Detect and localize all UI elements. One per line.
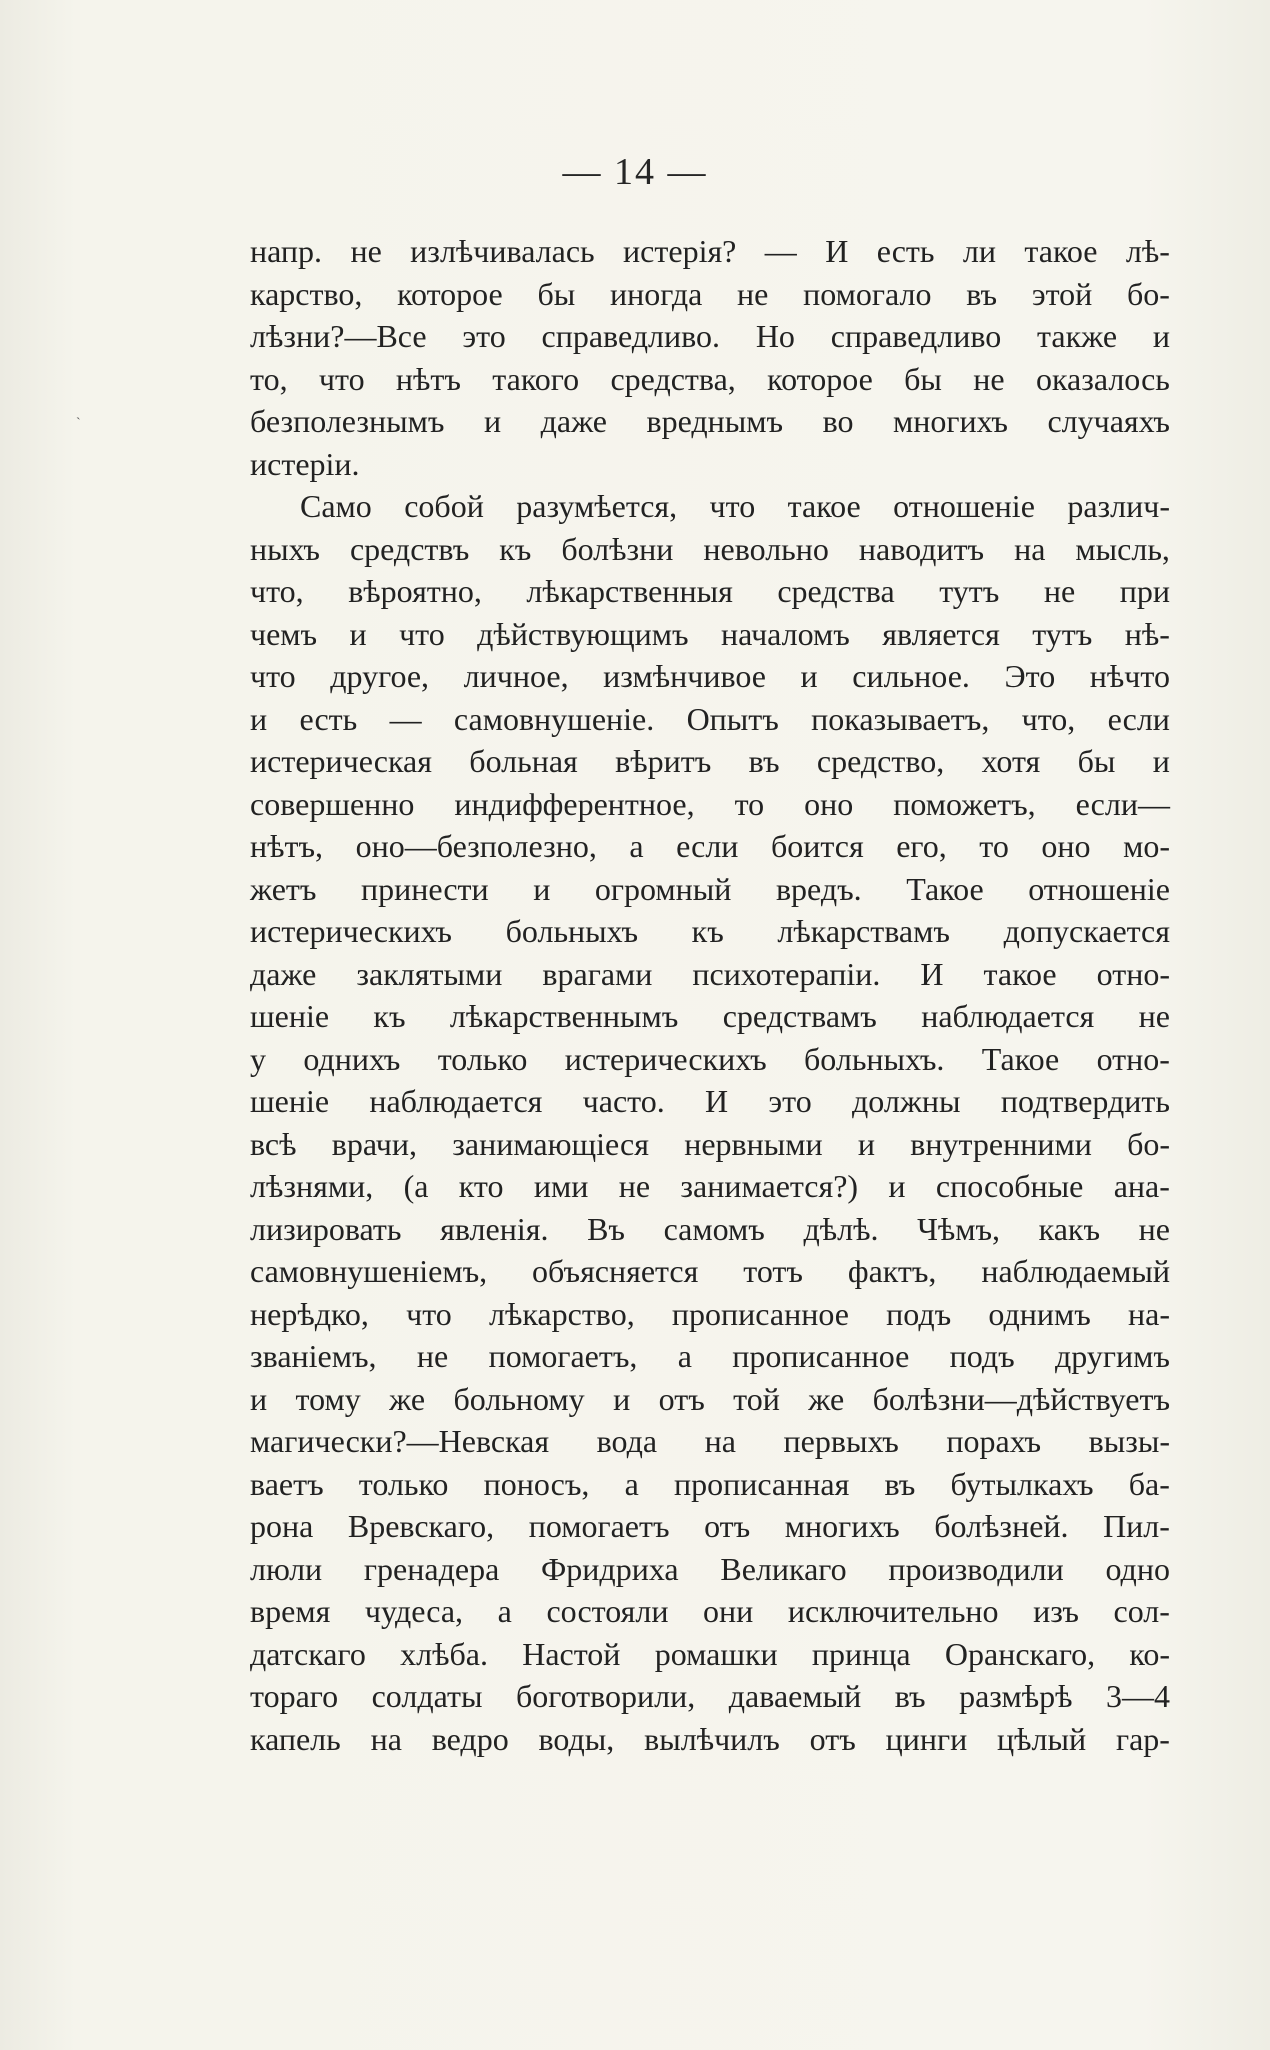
text-line: даже заклятыми врагами психотерапіи. И такое отно- <box>250 955 1170 992</box>
text-line: нѣтъ, оно—безполезно, а если боится его, то оно мо- <box>250 828 1170 864</box>
text-line: нерѣдко, что лѣкарство, прописанное подъ однимъ на- <box>250 1295 1170 1332</box>
text-line: что, вѣроятно, лѣкарственныя средства тутъ не при <box>250 573 1170 609</box>
text-line: датскаго хлѣба. Настой ромашки принца Оранскаго, ко- <box>250 1635 1170 1672</box>
text-line: шеніе къ лѣкарственнымъ средствамъ наблюдается не <box>250 998 1170 1034</box>
text-line: у однихъ только истерическихъ больныхъ. Такое отно- <box>250 1040 1170 1077</box>
text-line: что другое, личное, измѣнчивое и сильное. Это нѣчто <box>250 658 1170 694</box>
text-line: совершенно индифферентное, то оно поможетъ, если— <box>250 785 1170 822</box>
text-line: безполезнымъ и даже вреднымъ во многихъ случаяхъ <box>250 403 1170 439</box>
text-line: лѣзни?—Все это справедливо. Но справедливо также и <box>250 318 1170 354</box>
text-line: истеріи. <box>250 445 360 482</box>
text-line: напр. не излѣчивалась истерія? — И есть ли такое лѣ- <box>250 233 1170 269</box>
text-line: и есть — самовнушеніе. Опытъ показываетъ, что, если <box>250 700 1170 737</box>
text-line: самовнушеніемъ, объясняется тотъ фактъ, наблюдаемый <box>250 1253 1170 1289</box>
text-line: рона Вревскаго, помогаетъ отъ многихъ болѣзней. Пил- <box>250 1508 1170 1544</box>
text-line: время чудеса, а состояли они исключительно изъ сол- <box>250 1593 1170 1629</box>
text-line: лѣзнями, (а кто ими не занимается?) и способные ана- <box>250 1168 1170 1204</box>
margin-mark: ` <box>76 416 81 431</box>
text-line: всѣ врачи, занимающіеся нервными и внутренними бо- <box>250 1125 1170 1162</box>
text-line: и тому же больному и отъ той же болѣзни—дѣйствуетъ <box>250 1380 1170 1417</box>
text-line: карство, которое бы иногда не помогало въ этой бо- <box>250 275 1170 312</box>
text-line: истерическая больная вѣритъ въ средство, хотя бы и <box>250 743 1170 779</box>
text-line: ваетъ только поносъ, а прописанная въ бутылкахъ ба- <box>250 1465 1170 1502</box>
page-number: — 14 — <box>562 151 708 193</box>
text-line: люли гренадера Фридриха Великаго производили одно <box>250 1550 1170 1587</box>
text-line: то, что нѣтъ такого средства, которое бы не оказалось <box>250 360 1170 397</box>
body-text <box>250 230 1170 1760</box>
text-line: шеніе наблюдается часто. И это должны подтвердить <box>250 1083 1170 1119</box>
text-line: тораго солдаты боготворили, даваемый въ размѣрѣ 3—4 <box>250 1678 1170 1714</box>
text-line: званіемъ, не помогаетъ, а прописанное подъ другимъ <box>250 1338 1170 1374</box>
text-line: истерическихъ больныхъ къ лѣкарствамъ допускается <box>250 913 1170 949</box>
text-line: капель на ведро воды, вылѣчилъ отъ цинги цѣлый гар- <box>250 1720 1170 1757</box>
text-line: ныхъ средствъ къ болѣзни невольно наводитъ на мысль, <box>250 530 1170 567</box>
text-line: магически?—Невская вода на первыхъ порахъ вызы- <box>250 1423 1170 1459</box>
text-line: лизировать явленія. Въ самомъ дѣлѣ. Чѣмъ, какъ не <box>250 1210 1170 1247</box>
text-line: жетъ принести и огромный вредъ. Такое отношеніе <box>250 870 1170 907</box>
text-line: Само собой разумѣется, что такое отношеніе различ- <box>300 488 1170 524</box>
text-line: чемъ и что дѣйствующимъ началомъ является тутъ нѣ- <box>250 615 1170 652</box>
